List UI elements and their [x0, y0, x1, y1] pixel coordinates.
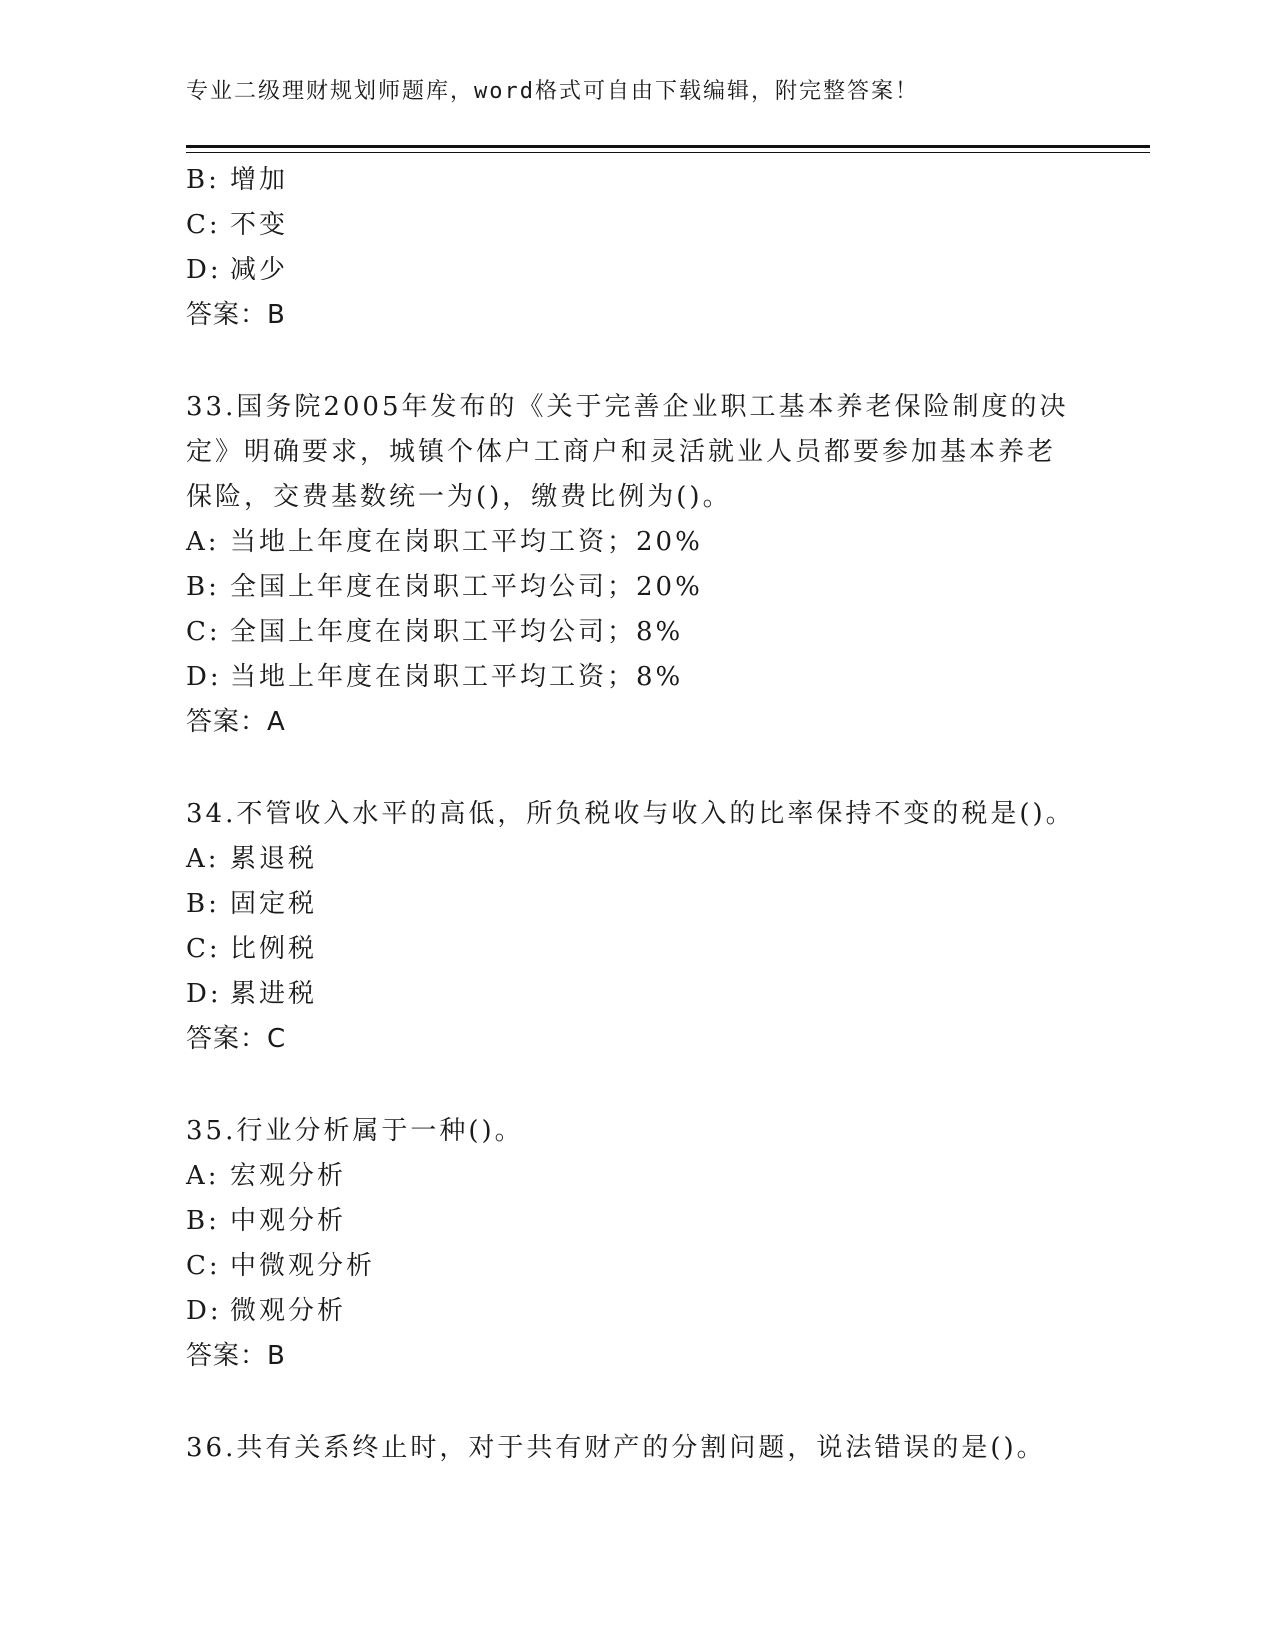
option-key: C: [186, 210, 221, 240]
question-34 [186, 792, 1086, 1062]
option-text: 不变 [230, 210, 289, 240]
option-d [186, 655, 1086, 700]
option-key: A: [186, 527, 220, 557]
option-a [186, 837, 1086, 882]
question-33 [186, 385, 1086, 745]
option-d [186, 248, 1086, 293]
option-key: B: [186, 889, 220, 919]
option-text: 减少 [230, 255, 289, 285]
option-text: 增加 [230, 165, 289, 195]
option-text: 宏观分析 [230, 1161, 347, 1191]
option-key: D: [186, 979, 222, 1009]
option-key: C: [186, 617, 221, 647]
question-stem-line: 保险，交费基数统一为()，缴费比例为()。 [186, 482, 732, 512]
option-key: A: [186, 1161, 220, 1191]
header-rule-thick [186, 145, 1150, 148]
option-key: D: [186, 1296, 222, 1326]
question-32-continuation [186, 158, 1086, 338]
option-text: 当地上年度在岗职工平均工资；20% [230, 527, 703, 557]
question-stem-line: 34.不管收入水平的高低，所负税收与收入的比率保持不变的税是()。 [186, 799, 1075, 829]
option-d [186, 972, 1086, 1017]
question-35 [186, 1109, 1086, 1379]
option-text: 累退税 [230, 844, 318, 874]
option-key: B: [186, 165, 220, 195]
option-key: D: [186, 255, 222, 285]
option-key: D: [186, 662, 222, 692]
option-a [186, 1154, 1086, 1199]
page-header: 专业二级理财规划师题库，word格式可自由下载编辑，附完整答案！ [186, 79, 919, 104]
question-stem-line: 定》明确要求，城镇个体户工商户和灵活就业人员都要参加基本养老 [186, 437, 1057, 467]
option-key: B: [186, 1206, 220, 1236]
option-text: 比例税 [230, 934, 318, 964]
question-36 [186, 1426, 1086, 1471]
option-c [186, 1244, 1086, 1289]
option-b [186, 882, 1086, 927]
question-stem-line: 36.共有关系终止时，对于共有财产的分割问题，说法错误的是()。 [186, 1433, 1046, 1463]
option-c [186, 203, 1086, 248]
option-key: C: [186, 1251, 221, 1281]
option-b [186, 1199, 1086, 1244]
option-text: 固定税 [230, 889, 318, 919]
option-key: C: [186, 934, 221, 964]
option-text: 当地上年度在岗职工平均工资；8% [230, 662, 684, 692]
option-key: A: [186, 844, 220, 874]
answer-line: 答案：C [186, 1024, 287, 1054]
option-b [186, 158, 1086, 203]
option-key: B: [186, 572, 220, 602]
question-stem-line: 35.行业分析属于一种()。 [186, 1116, 524, 1146]
option-c [186, 610, 1086, 655]
option-text: 微观分析 [230, 1296, 347, 1326]
option-text: 累进税 [230, 979, 318, 1009]
answer-line: 答案：B [186, 1341, 286, 1371]
option-a [186, 520, 1086, 565]
option-d [186, 1289, 1086, 1334]
answer-line: 答案：A [186, 707, 286, 737]
option-text: 全国上年度在岗职工平均公司；8% [230, 617, 684, 647]
option-text: 中观分析 [230, 1206, 347, 1236]
question-list [186, 158, 1086, 1471]
option-b [186, 565, 1086, 610]
header-rule-thin [186, 152, 1150, 153]
option-text: 中微观分析 [230, 1251, 376, 1281]
option-c [186, 927, 1086, 972]
option-text: 全国上年度在岗职工平均公司；20% [230, 572, 703, 602]
question-stem-line: 33.国务院2005年发布的《关于完善企业职工基本养老保险制度的决 [186, 392, 1069, 422]
answer-line: 答案：B [186, 300, 286, 330]
